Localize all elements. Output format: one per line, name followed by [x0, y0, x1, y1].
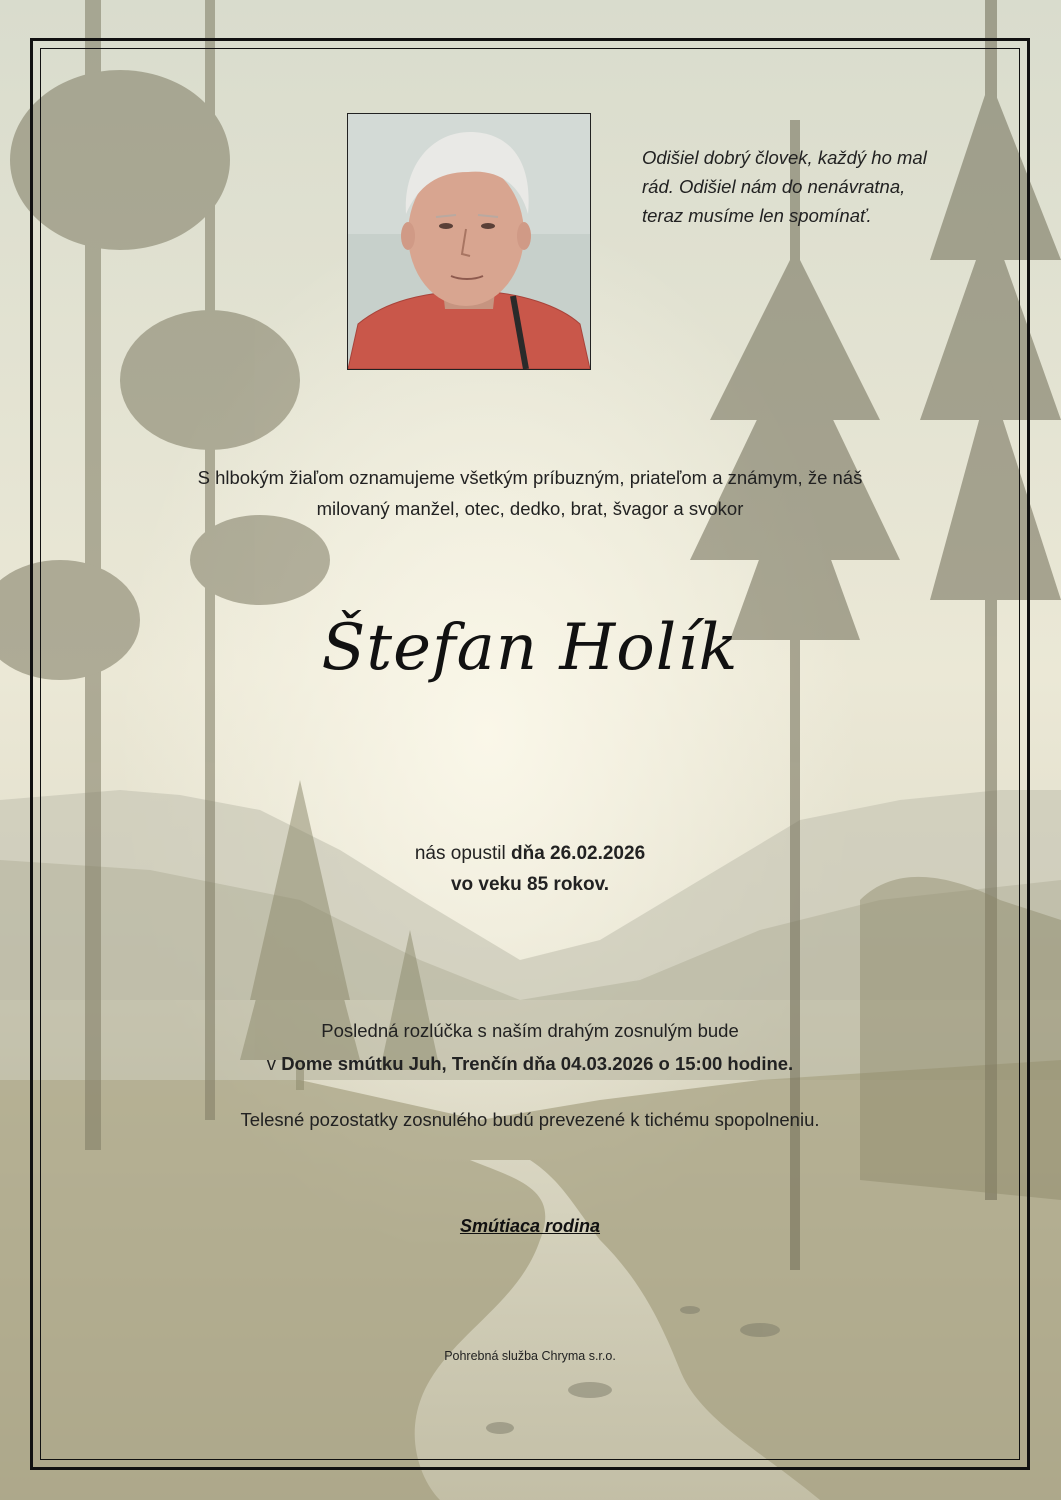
- farewell-location-line: [80, 1047, 980, 1080]
- death-date: dňa 26.02.2026: [510, 843, 646, 864]
- farewell-line: Posledná rozlúčka s naším drahým zosnulým bude: [321, 1020, 739, 1041]
- death-prefix: nás opustil: [414, 843, 511, 864]
- funeral-details: [80, 1014, 980, 1080]
- intro-line: S hlbokým žiaľom oznamujeme všetkým príbuzným, priateľom a známym, že náš: [197, 467, 863, 488]
- quote-line: Odišiel dobrý človek, každý ho mal: [642, 147, 927, 168]
- announcement-intro: [80, 462, 980, 524]
- funeral-service-name: Pohrebná služba Chryma s.r.o.: [444, 1349, 616, 1363]
- memorial-quote: [642, 143, 982, 230]
- mourning-family-signature: Smútiaca rodina: [459, 1216, 601, 1236]
- deceased-name: Štefan Holík: [321, 611, 739, 685]
- death-details: [80, 838, 980, 900]
- cremation-note: Telesné pozostatky zosnulého budú prevezené k tichému spopolneniu.: [240, 1109, 820, 1130]
- quote-line: rád. Odišiel nám do nenávratna,: [642, 176, 906, 197]
- death-date-line: [80, 838, 980, 869]
- quote-line: teraz musíme len spomínať.: [642, 205, 872, 226]
- portrait-photo: [347, 113, 591, 370]
- intro-line: milovaný manžel, otec, dedko, brat, švagor a svokor: [316, 498, 744, 519]
- farewell-prefix: v: [266, 1053, 282, 1074]
- death-age: vo veku 85 rokov.: [450, 874, 610, 895]
- farewell-location-time: Dome smútku Juh, Trenčín dňa 04.03.2026 o 15:00 hodine.: [281, 1053, 794, 1074]
